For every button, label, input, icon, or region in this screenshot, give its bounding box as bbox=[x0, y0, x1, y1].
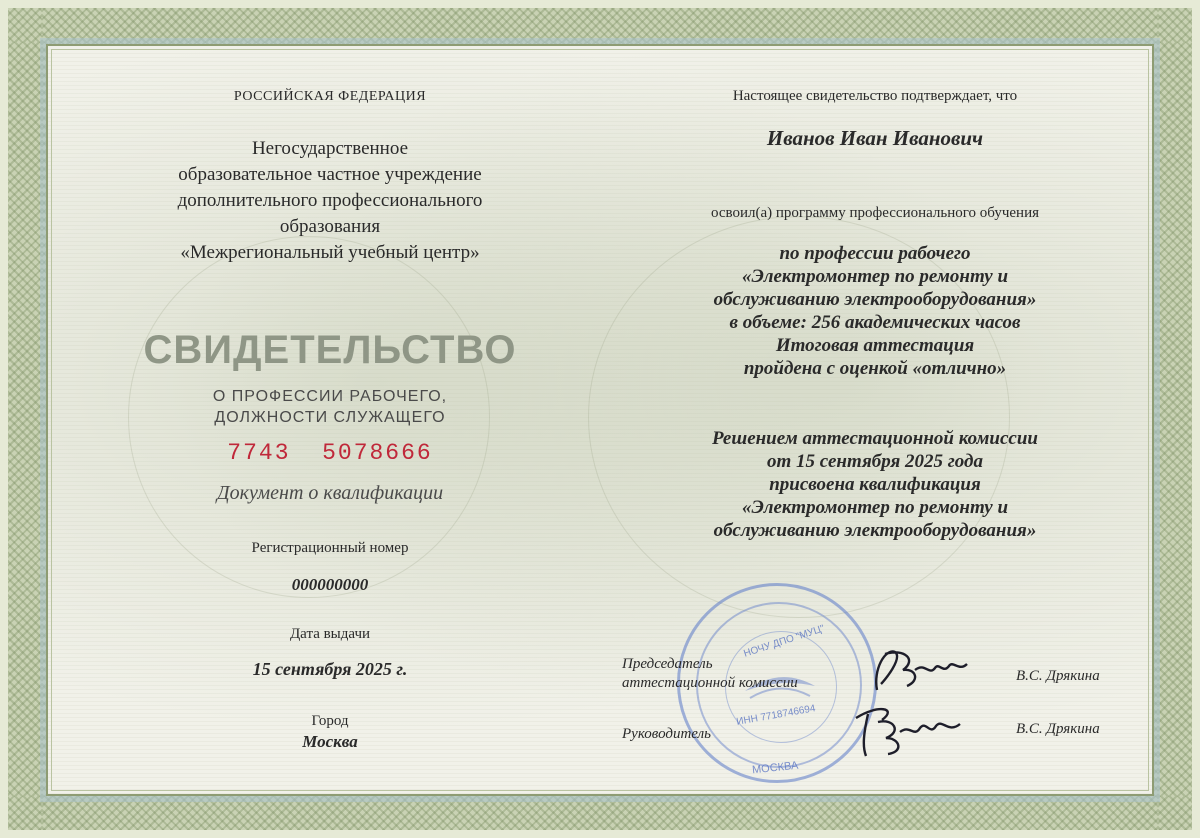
stamp-city-text: МОСКВА bbox=[751, 759, 799, 777]
org-line: образования bbox=[279, 216, 381, 237]
issue-date-label: Дата выдачи bbox=[289, 626, 371, 642]
city-name: Москва bbox=[302, 732, 358, 751]
program-line: обслуживанию электрооборудования» bbox=[713, 289, 1037, 310]
document-subtitle bbox=[130, 386, 530, 428]
program-mastered-text: освоил(а) программу профессионального обучения bbox=[710, 205, 1040, 221]
serial-number: 7743 5078666 bbox=[227, 440, 433, 466]
program-line: пройдена с оценкой «отлично» bbox=[743, 358, 1007, 379]
head-signature bbox=[838, 698, 978, 762]
head-label: Руководитель bbox=[622, 726, 711, 742]
country-label: РОССИЙСКАЯ ФЕДЕРАЦИЯ bbox=[233, 89, 427, 104]
organization-name bbox=[130, 136, 530, 266]
chair-label bbox=[622, 655, 798, 693]
program-line: в объеме: 256 академических часов bbox=[729, 312, 1021, 333]
head-name: В.С. Дрякина bbox=[1016, 721, 1100, 737]
registration-number: 000000000 bbox=[291, 575, 369, 594]
decision-line: присвоена квалификация bbox=[769, 474, 981, 495]
decision-line: обслуживанию электрооборудования» bbox=[713, 520, 1037, 541]
commission-decision bbox=[640, 427, 1110, 542]
chair-name: В.С. Дрякина bbox=[1016, 668, 1100, 684]
org-line: «Межрегиональный учебный центр» bbox=[180, 242, 480, 263]
registration-label: Регистрационный номер bbox=[251, 540, 409, 556]
issue-date: 15 сентября 2025 г. bbox=[252, 659, 408, 679]
holder-name: Иванов Иван Иванович bbox=[766, 126, 984, 150]
org-line: образовательное частное учреждение bbox=[178, 164, 482, 185]
city-label: Город bbox=[311, 713, 349, 729]
chair-label-line: аттестационной комиссии bbox=[622, 675, 798, 691]
program-details bbox=[640, 242, 1110, 380]
org-line: дополнительного профессионального bbox=[177, 190, 483, 211]
program-line: по профессии рабочего bbox=[779, 243, 971, 264]
chair-signature bbox=[855, 640, 985, 700]
document-type: Документ о квалификации bbox=[216, 482, 444, 504]
document-title: СВИДЕТЕЛЬСТВО bbox=[143, 328, 517, 372]
stamp-org-text: НОЧУ ДПО "МУЦ" bbox=[742, 623, 826, 660]
decision-line: Решением аттестационной комиссии bbox=[712, 428, 1038, 449]
org-line: Негосударственное bbox=[251, 138, 409, 159]
chair-label-line: Председатель bbox=[622, 656, 713, 672]
stamp-inn-text: ИНН 7718746694 bbox=[735, 703, 817, 728]
intro-text: Настоящее свидетельство подтверждает, что bbox=[732, 88, 1018, 104]
decision-line: «Электромонтер по ремонту и bbox=[741, 497, 1009, 518]
program-line: «Электромонтер по ремонту и bbox=[741, 266, 1009, 287]
subtitle-line: О ПРОФЕССИИ РАБОЧЕГО, bbox=[212, 388, 448, 405]
subtitle-line: ДОЛЖНОСТИ СЛУЖАЩЕГО bbox=[214, 409, 446, 426]
decision-line: от 15 сентября 2025 года bbox=[767, 451, 983, 472]
program-line: Итоговая аттестация bbox=[775, 335, 975, 356]
